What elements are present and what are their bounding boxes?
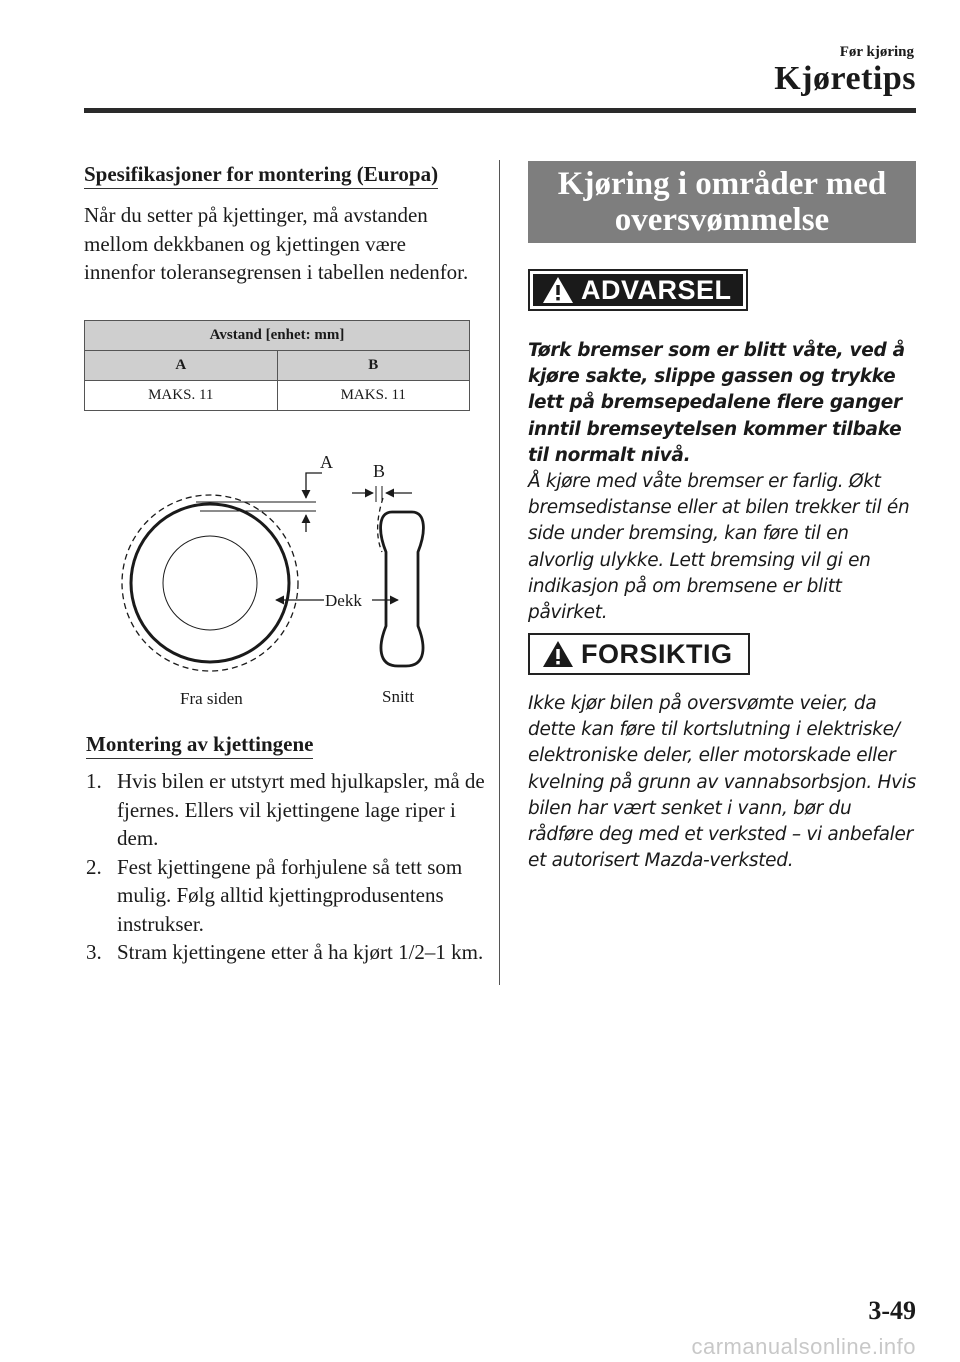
label-section: Snitt	[382, 687, 415, 706]
list-item	[86, 767, 486, 853]
spec-heading: Spesifikasjoner for montering (Europa)	[84, 162, 438, 189]
list-item	[86, 853, 486, 939]
label-side: Fra siden	[180, 689, 243, 708]
step-text: Stram kjettingene etter å ha kjørt 1/2–1 km.	[117, 940, 484, 964]
wheel-rim	[163, 536, 257, 630]
banner-line-2: oversvømmelse	[614, 202, 830, 238]
label-a: A	[320, 452, 333, 472]
table-col-a: A	[85, 351, 278, 381]
tire-outer	[131, 504, 289, 662]
caution-text: Ikke kjør bilen på oversvømte veier, da dette kan føre til kortslutning i elektriske/ elektroniske deler, eller motorskade eller kvelning på grunn av vannabsorbsjon. Hvis bilen har vært senket i vann, bør du rådføre deg med et verksted – vi anbefaler et autorisert Mazda-verksted.	[528, 693, 916, 872]
banner-line-1: Kjøring i områder med	[557, 166, 887, 202]
header-rule	[84, 108, 916, 113]
table-col-b: B	[277, 351, 470, 381]
step-number: 1.	[86, 769, 102, 793]
warning-badge	[528, 269, 748, 311]
step-text: Fest kjettingene på forhjulene så tett som mulig. Følg alltid kjettingprodusentens instrukser.	[117, 854, 463, 936]
mount-steps	[86, 767, 486, 967]
warning-triangle-icon	[541, 275, 575, 305]
spec-intro: Når du setter på kjettinger, må avstanden mellom dekkbanen og kjettingen være innenfor toleransegrensen i tabellen nedenfor.	[84, 203, 469, 284]
column-divider	[499, 160, 500, 985]
caution-triangle-icon	[541, 639, 575, 669]
table-header: Avstand [enhet: mm]	[85, 321, 470, 351]
table-val-a: MAKS. 11	[85, 381, 278, 411]
step-text: Hvis bilen er utstyrt med hjulkapsler, må de fjernes. Ellers vil kjettingene lage riper i dem.	[117, 769, 485, 850]
warning-label: ADVARSEL	[581, 274, 732, 305]
caution-label: FORSIKTIG	[581, 638, 733, 669]
step-number: 3.	[86, 940, 102, 964]
warning-body	[528, 338, 920, 626]
table-val-b: MAKS. 11	[277, 381, 470, 411]
warning-bold-text: Tørk bremser som er blitt våte, ved å kjøre sakte, slippe gassen og trykke lett på bremsepedalene flere ganger inntil bremseytelsen kommer tilbake til normalt nivå.	[528, 340, 905, 466]
chain-outline	[122, 495, 298, 671]
warning-text: Å kjøre med våte bremser er farlig. Økt bremsedistanse eller at bilen trekker til én side under bremsing, kan føre til en alvorlig ulykke. Lett bremsing vil gi en indikasjon på om bremsene er blitt påvirket.	[528, 471, 910, 624]
chain-clearance-diagram	[84, 440, 474, 720]
list-item	[86, 938, 486, 967]
page-title: Kjøretips	[774, 60, 916, 97]
spec-table	[84, 320, 470, 411]
tire-section	[381, 512, 424, 666]
watermark: carmanualsonline.info	[691, 1334, 916, 1359]
step-number: 2.	[86, 854, 102, 879]
label-b: B	[373, 461, 386, 481]
caution-badge	[528, 633, 750, 675]
section-label: Før kjøring	[839, 44, 914, 60]
section-banner	[528, 161, 916, 243]
label-tire: Dekk	[325, 591, 362, 610]
page-number: 3-49	[868, 1296, 916, 1325]
mount-heading: Montering av kjettingene	[86, 732, 313, 759]
